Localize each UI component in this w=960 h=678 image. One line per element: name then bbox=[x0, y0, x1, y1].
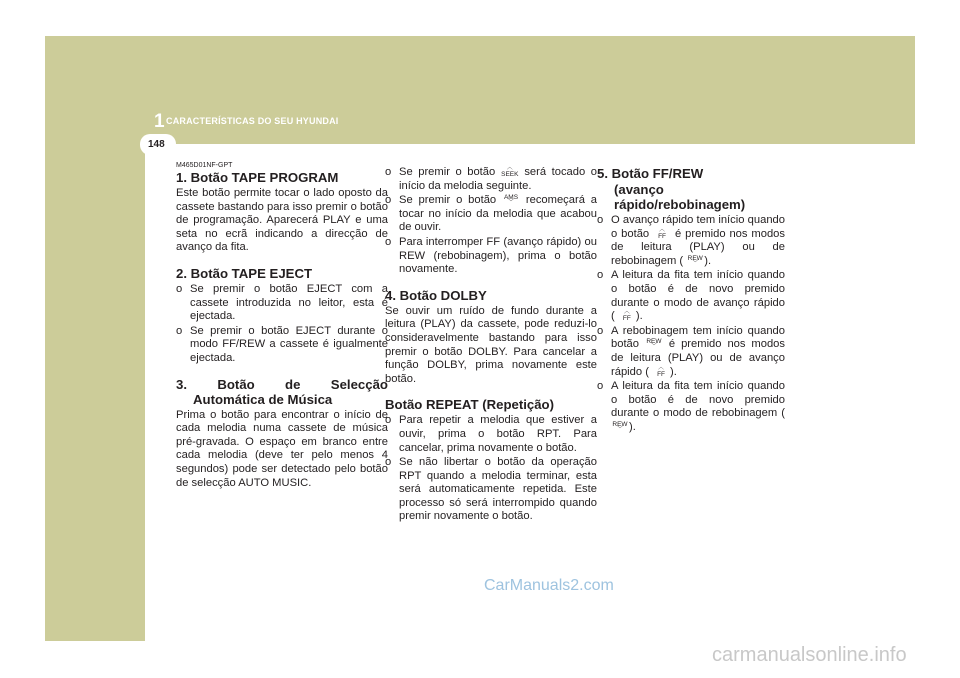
rew-down-icon: REW ﹀ bbox=[687, 254, 703, 267]
rew-down-icon: REW ﹀ bbox=[646, 338, 662, 351]
watermark-carmanuals2: CarManuals2.com bbox=[484, 577, 614, 594]
list-item: o Se premir o botão ︿ SEEK será tocado o início da melodia seguinte. bbox=[385, 165, 597, 192]
heading-dolby: 4. Botão DOLBY bbox=[385, 287, 487, 303]
list-item: o A leitura da fita tem início quando o botão é de novo premido durante o modo de rebobinagem ( REW ﹀ ). bbox=[597, 380, 785, 433]
bullet: o bbox=[385, 166, 392, 178]
heading-repeat: Botão REPEAT (Repetição) bbox=[385, 397, 555, 413]
column-2 bbox=[385, 166, 597, 525]
watermark-carmanualsonline: carmanualsonline.info bbox=[712, 644, 907, 666]
ff-up-icon: ︿ FF bbox=[658, 226, 667, 240]
list-seek-ams bbox=[385, 166, 597, 277]
bullet: o bbox=[385, 235, 392, 248]
paragraph-music-select: Prima o botão para encontrar o início de cada melodia numa cassete de música pré-gravada. O espaço em branco entre cada melodia (deve ter pelo menos 4 segundos) pode ser detectado pelo botão de selecção AUTO MUSIC. bbox=[176, 408, 388, 489]
bullet: o bbox=[385, 414, 392, 427]
bullet: o bbox=[385, 194, 392, 207]
ff-up-icon: ︿ FF bbox=[657, 364, 666, 378]
list-item: o Para repetir a melodia que estiver a ouvir, prima o botão RPT. Para cancelar, prima novamente o botão. bbox=[385, 414, 597, 454]
rew-down-icon: REW ﹀ bbox=[612, 420, 628, 433]
list-tape-eject bbox=[176, 283, 388, 366]
list-item: o Para interromper FF (avanço rápido) ou REW (rebobinagem), prima o botão novamente. bbox=[385, 235, 597, 276]
paragraph-tape-program: Este botão permite tocar o lado oposto da cassete bastando para isso premir o botão de programação. Aparecerá PLAY e uma seta no ecrã indicando a direcção de avanço da fita. bbox=[176, 187, 388, 254]
heading-music-select-line2: Automática de Música bbox=[193, 391, 333, 407]
ff-up-icon: ︿ FF bbox=[622, 309, 631, 323]
chapter-title: CARACTERÍSTICAS DO SEU HYUNDAI bbox=[166, 116, 339, 126]
column-1 bbox=[176, 161, 388, 490]
bullet: o bbox=[597, 324, 604, 337]
list-item: o A rebobinagem tem início quando botão REW ﹀ é premido nos modos de leitura (PLAY) ou de avanço rápido ( ︿ FF ). bbox=[597, 324, 786, 378]
bullet: o bbox=[176, 282, 183, 295]
column-3 bbox=[597, 166, 785, 436]
bullet: o bbox=[176, 324, 183, 337]
section-code: M465D01NF-GPT bbox=[176, 162, 233, 169]
heading-ff-rew: 5. Botão FF/REW bbox=[597, 166, 704, 181]
heading-ff-rew-line2: (avanço rápido/rebobinagem) bbox=[614, 182, 746, 212]
heading-tape-eject: 2. Botão TAPE EJECT bbox=[176, 265, 313, 281]
bullet: o bbox=[597, 380, 604, 393]
list-item: o Se premir o botão AMS ﹀ recomeçará a tocar no início da melodia que acabou de ouvir. bbox=[385, 194, 598, 234]
bullet: o bbox=[597, 214, 604, 226]
list-repeat bbox=[385, 414, 597, 524]
bullet: o bbox=[385, 456, 392, 469]
list-item: o A leitura da fita tem início quando o botão é de novo premido durante o modo de avanço rápido ( ︿ FF ). bbox=[597, 269, 785, 323]
paragraph-dolby: Se ouvir um ruído de fundo durante a leitura (PLAY) da cassete, pode reduzi-lo consideravelmente bastando para isso premir o botão DOLBY. Para cancelar a função DOLBY, prima novamente este botão. bbox=[385, 304, 597, 385]
list-item: o Se não libertar o botão da operação RPT quando a melodia terminar, esta será automaticamente repetida. Este processo só será interrompido quando premir novamente o botão. bbox=[385, 456, 597, 523]
bullet: o bbox=[597, 269, 604, 282]
list-item: o Se premir o botão EJECT durante o modo FF/REW a cassete é igualmente ejectada. bbox=[176, 324, 388, 364]
chapter-number: 1 bbox=[154, 111, 165, 132]
heading-music-select: 3. Botão de Selecção bbox=[176, 376, 388, 392]
list-item: o O avanço rápido tem início quando o botão ︿ FF é premido nos modos de leitura (PLAY) ou de rebobinagem ( REW ﹀ ). bbox=[597, 214, 785, 267]
list-ff-rew bbox=[597, 214, 785, 435]
seek-up-icon: ︿ SEEK bbox=[501, 165, 519, 179]
page-number: 148 bbox=[148, 139, 165, 150]
heading-tape-program: 1. Botão TAPE PROGRAM bbox=[176, 170, 339, 185]
list-item: o Se premir o botão EJECT com a cassete introduzida no leitor, esta é ejectada. bbox=[176, 282, 388, 323]
ams-down-icon: AMS ﹀ bbox=[503, 194, 519, 207]
